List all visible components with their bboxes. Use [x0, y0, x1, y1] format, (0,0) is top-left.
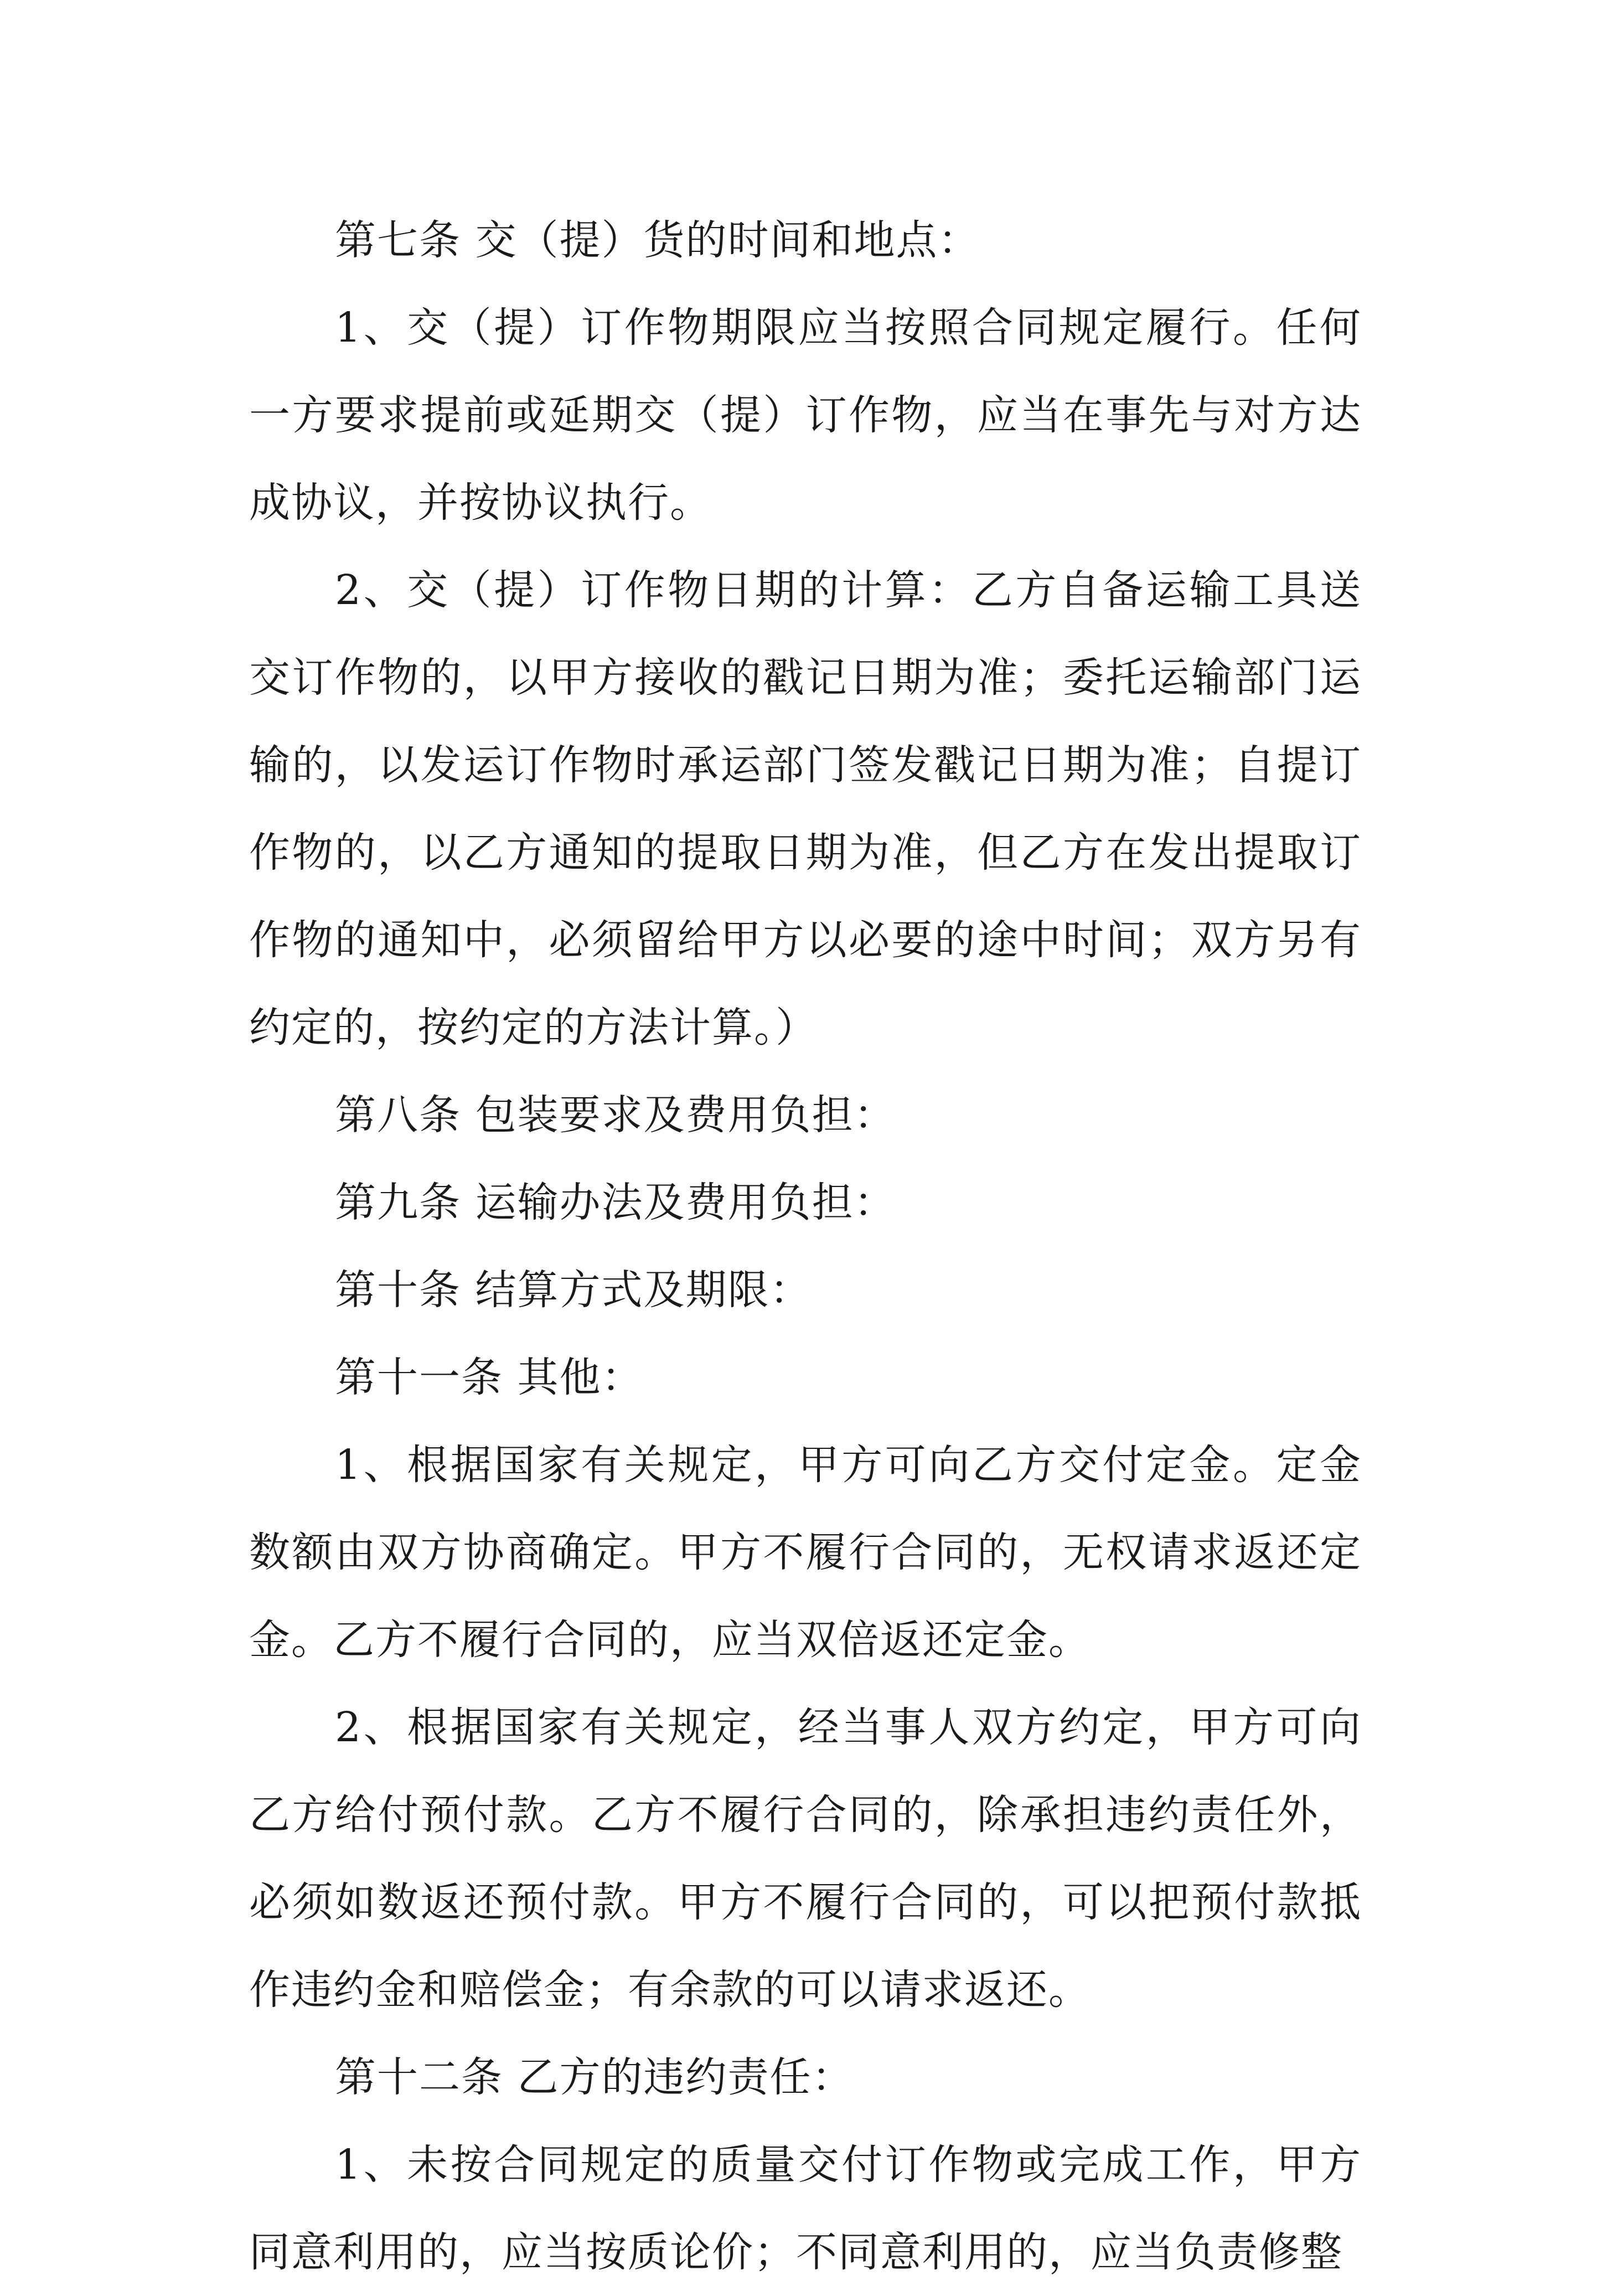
article-11-clause-2: 2、根据国家有关规定，经当事人双方约定，甲方可向乙方给付预付款。乙方不履行合同的，除承担违约责任外，必须如数返还预付款。甲方不履行合同的，可以把预付款抵作违约金和赔偿金；有余款的可以请求返还。 [249, 1704, 1362, 2014]
document-body [249, 197, 1362, 2296]
article-12-heading: 第十二条 乙方的违约责任： [335, 2053, 854, 2101]
article-10-heading: 第十条 结算方式及期限： [335, 1266, 812, 1314]
article-11-heading: 第十一条 其他： [335, 1354, 644, 1401]
article-11-clause-1: 1、根据国家有关规定，甲方可向乙方交付定金。定金数额由双方协商确定。甲方不履行合同的，无权请求返还定金。乙方不履行合同的，应当双倍返还定金。 [249, 1441, 1362, 1664]
article-7-clause-2: 2、交（提）订作物日期的计算：乙方自备运输工具送交订作物的，以甲方接收的戳记日期为准；委托运输部门运输的，以发运订作物时承运部门签发戳记日期为准；自提订作物的，以乙方通知的提取日期为准，但乙方在发出提取订作物的通知中，必须留给甲方以必要的途中时间；双方另有约定的，按约定的方法计算。） [249, 566, 1362, 1051]
article-8-heading: 第八条 包装要求及费用负担： [335, 1091, 896, 1139]
article-12-clause-1: 1、未按合同规定的质量交付订作物或完成工作，甲方同意利用的，应当按质论价；不同意利用的，应当负责修整 [249, 2141, 1362, 2276]
article-7-clause-1: 1、交（提）订作物期限应当按照合同规定履行。任何一方要求提前或延期交（提）订作物，应当在事先与对方达成协议，并按协议执行。 [249, 304, 1362, 527]
article-9-heading: 第九条 运输办法及费用负担： [335, 1179, 896, 1226]
article-7-heading: 第七条 交（提）货的时间和地点： [335, 216, 980, 264]
